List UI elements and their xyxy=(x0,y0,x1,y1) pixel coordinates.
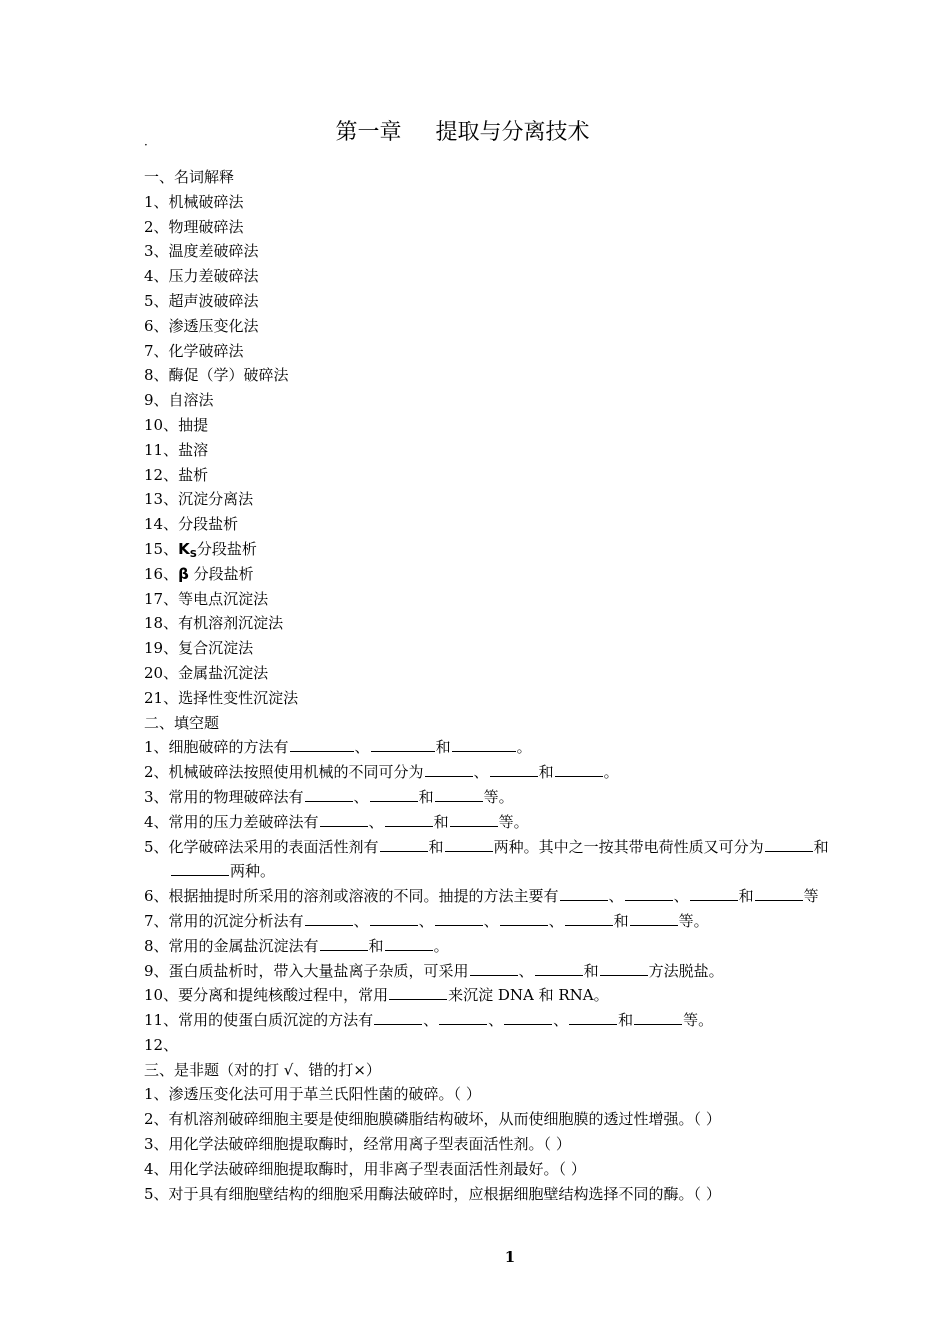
list-item: 20、金属盐沉淀法 xyxy=(144,663,269,682)
answer-blank[interactable] xyxy=(765,835,813,852)
answer-blank[interactable] xyxy=(435,785,483,802)
list-item: 1、机械破碎法 xyxy=(144,192,244,211)
answer-blank[interactable] xyxy=(305,909,353,926)
list-item: 4、压力差破碎法 xyxy=(144,267,259,286)
answer-blank[interactable] xyxy=(490,760,538,777)
fill-question: 8、常用的金属盐沉淀法有 和 。 xyxy=(144,934,904,959)
fill-question: 5、化学破碎法采用的表面活性剂有 和 两种。其中之一按其带电荷性质又可分为 和 xyxy=(144,835,904,860)
answer-blank[interactable] xyxy=(755,884,803,901)
answer-blank[interactable] xyxy=(320,810,368,827)
answer-blank[interactable] xyxy=(565,909,613,926)
answer-blank[interactable] xyxy=(569,1008,617,1025)
answer-blank[interactable] xyxy=(435,909,483,926)
list-item: 14、分段盐析 xyxy=(144,515,239,534)
answer-blank[interactable] xyxy=(380,835,428,852)
fill-question: 11、常用的使蛋白质沉淀的方法有 、 、 、 和 等。 xyxy=(144,1008,904,1033)
answer-blank[interactable] xyxy=(439,1008,487,1025)
list-item: 3、温度差破碎法 xyxy=(144,242,259,261)
answer-blank[interactable] xyxy=(425,760,473,777)
answer-blank[interactable] xyxy=(450,810,498,827)
list-item: 8、酶促（学）破碎法 xyxy=(144,366,289,385)
page-number: 1 xyxy=(504,1248,516,1266)
answer-blank[interactable] xyxy=(630,909,678,926)
list-item: 2、物理破碎法 xyxy=(144,217,244,236)
answer-blank[interactable] xyxy=(385,934,433,951)
section-heading: 二、填空题 xyxy=(144,713,220,732)
fill-question: 6、根据抽提时所采用的溶剂或溶液的不同。抽提的方法主要有 、 、 和 等 xyxy=(144,884,904,909)
fill-question: 1、细胞破碎的方法有 、 和 。 xyxy=(144,735,904,760)
fill-question: 3、常用的物理破碎法有 、 和 等。 xyxy=(144,785,904,810)
answer-blank[interactable] xyxy=(305,785,353,802)
fill-question-continued: 两种。 xyxy=(144,859,904,884)
true-false-item: 2、有机溶剂破碎细胞主要是使细胞膜磷脂结构破坏，从而使细胞膜的透过性增强。（ ） xyxy=(144,1110,721,1129)
fill-question: 7、常用的沉淀分析法有 、 、 、 、 和 等。 xyxy=(144,909,904,934)
list-item: 10、抽提 xyxy=(144,415,209,434)
answer-blank[interactable] xyxy=(500,909,548,926)
stray-dot: · xyxy=(144,138,148,152)
answer-blank[interactable] xyxy=(290,735,354,752)
answer-blank[interactable] xyxy=(385,810,433,827)
answer-blank[interactable] xyxy=(389,983,447,1000)
chapter-title xyxy=(0,117,925,149)
true-false-item: 1、渗透压变化法可用于革兰氏阳性菌的破碎。（ ） xyxy=(144,1085,481,1104)
content xyxy=(144,165,904,1206)
answer-blank[interactable] xyxy=(634,1008,682,1025)
answer-blank[interactable] xyxy=(625,884,673,901)
ks-symbol: K xyxy=(178,539,190,558)
list-item: 11、盐溶 xyxy=(144,440,209,459)
fill-question: 9、蛋白质盐析时，带入大量盐离子杂质，可采用 、 和 方法脱盐。 xyxy=(144,959,904,984)
list-item: 7、化学破碎法 xyxy=(144,341,244,360)
ks-subscript: S xyxy=(189,548,197,560)
true-false-item: 4、用化学法破碎细胞提取酶时，用非离子型表面活性剂最好。（ ） xyxy=(144,1159,586,1178)
answer-blank[interactable] xyxy=(690,884,738,901)
answer-blank[interactable] xyxy=(600,959,648,976)
list-item: 5、超声波破碎法 xyxy=(144,291,259,310)
answer-blank[interactable] xyxy=(171,859,229,876)
fill-question: 2、机械破碎法按照使用机械的不同可分为 、 和 。 xyxy=(144,760,904,785)
list-item: 21、选择性变性沉淀法 xyxy=(144,688,299,707)
chapter-number: 第一章 xyxy=(335,120,402,145)
true-false-item: 5、对于具有细胞壁结构的细胞采用酶法破碎时，应根据细胞壁结构选择不同的酶。（ ） xyxy=(144,1184,721,1203)
answer-blank[interactable] xyxy=(371,735,435,752)
answer-blank[interactable] xyxy=(504,1008,552,1025)
section-heading: 三、是非题（对的打 √、错的打×） xyxy=(144,1060,381,1079)
answer-blank[interactable] xyxy=(320,934,368,951)
list-item: 19、复合沉淀法 xyxy=(144,639,254,658)
answer-blank[interactable] xyxy=(560,884,608,901)
fill-question: 10、要分离和提纯核酸过程中，常用 来沉淀 DNA 和 RNA。 xyxy=(144,983,904,1008)
list-item: 18、有机溶剂沉淀法 xyxy=(144,614,284,633)
list-item: 12、盐析 xyxy=(144,465,209,484)
answer-blank[interactable] xyxy=(470,959,518,976)
section-heading: 一、名词解释 xyxy=(144,168,235,186)
list-item: 9、自溶法 xyxy=(144,391,214,410)
true-false-item: 3、用化学法破碎细胞提取酶时，经常用离子型表面活性剂。（ ） xyxy=(144,1135,571,1154)
list-item: 13、沉淀分离法 xyxy=(144,490,254,509)
answer-blank[interactable] xyxy=(555,760,603,777)
answer-blank[interactable] xyxy=(370,909,418,926)
answer-blank[interactable] xyxy=(452,735,516,752)
fill-question: 4、常用的压力差破碎法有 、 和 等。 xyxy=(144,810,904,835)
list-item: 6、渗透压变化法 xyxy=(144,316,259,335)
list-item: 16、β 分段盐析 xyxy=(144,564,254,583)
beta-symbol: β xyxy=(178,564,189,583)
list-item: 17、等电点沉淀法 xyxy=(144,589,269,608)
list-item: 15、$K_S$分段盐析 xyxy=(144,539,257,560)
chapter-name: 提取与分离技术 xyxy=(435,120,590,145)
answer-blank[interactable] xyxy=(445,835,493,852)
answer-blank[interactable] xyxy=(374,1008,422,1025)
answer-blank[interactable] xyxy=(370,785,418,802)
fill-question: 12、 xyxy=(144,1035,179,1054)
answer-blank[interactable] xyxy=(535,959,583,976)
